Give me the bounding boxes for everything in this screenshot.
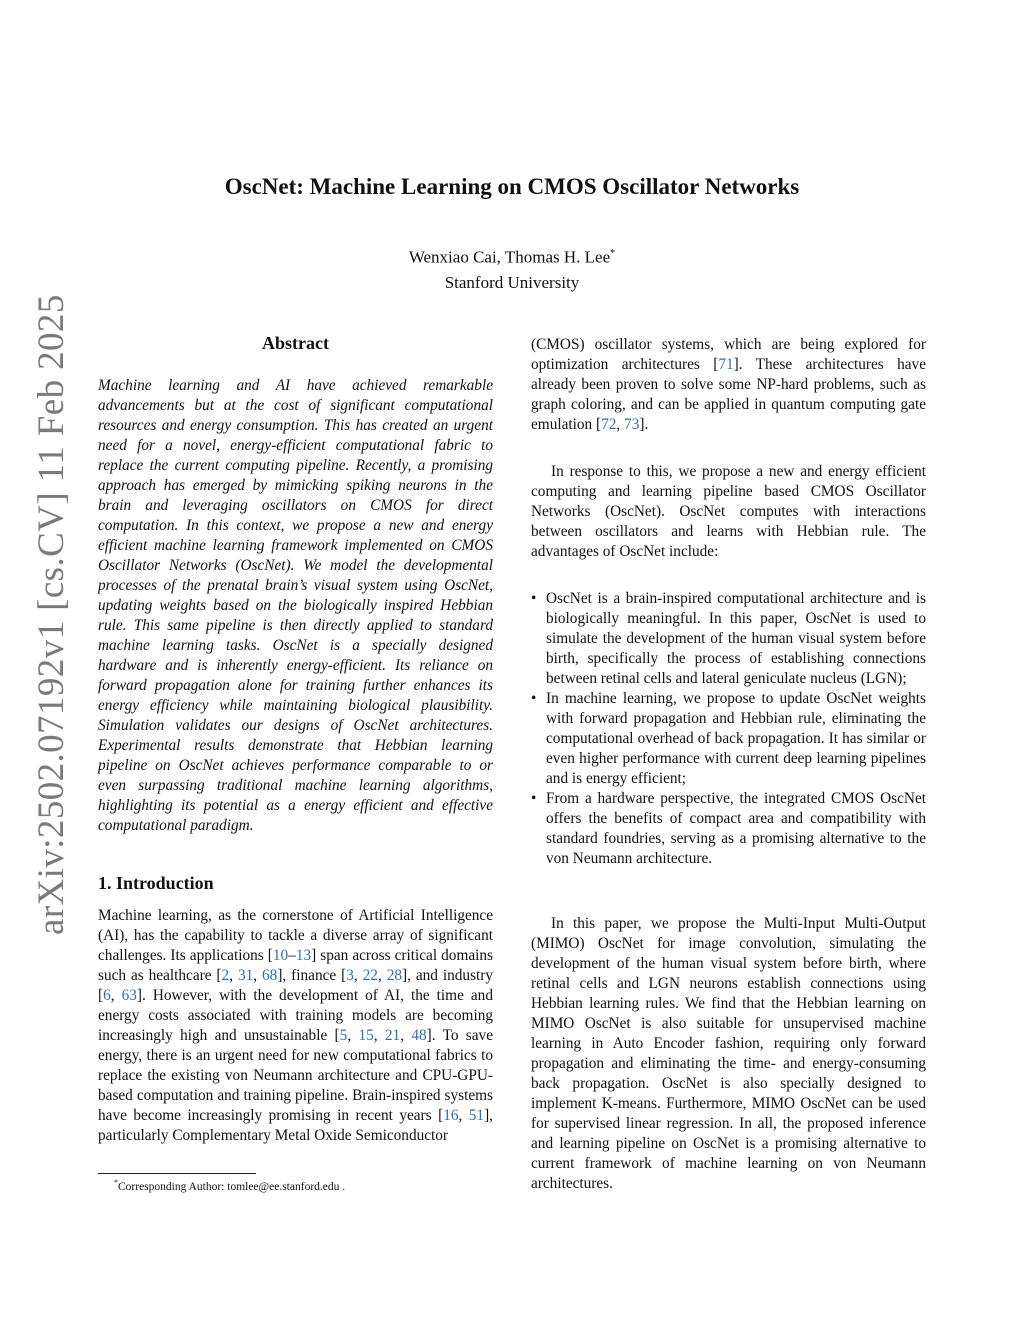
introduction-paragraph: Machine learning, as the cornerstone of Artificial Intelligence (AI), has the capability to tackle a diverse array of significant challenges. Its applications [10–13] span across critical domains such as healthcare [2, 31, 68], finance [3, 22, 28], and industry [6, 63]. However, with the development of AI, the time and energy costs associated with training models are becoming increasingly high and unsustainable [5, 15, 21, 48]. To save energy, there is an urgent need for new computational fabrics to replace the existing von Neumann architecture and CPU-GPU-based computation and training pipeline. Brain-inspired systems have become increasingly promising in recent years [16, 51], particularly Complementary Metal Oxide Semiconductor bbox=[98, 907, 494, 1144]
citation-link[interactable]: 21 bbox=[384, 1027, 401, 1044]
citation-link[interactable]: 3 bbox=[346, 967, 354, 984]
citation-link[interactable]: 71 bbox=[718, 356, 734, 373]
abstract-heading: Abstract bbox=[262, 333, 329, 353]
citation-link[interactable]: 5 bbox=[339, 1027, 348, 1044]
right-paragraph-cmos: (CMOS) oscillator systems, which are being explored for optimization architectures [71]. These architectures have already been proven to solve some NP-hard problems, such as graph coloring, and can be applied in quantum computing gate emulation [72, 73]. bbox=[531, 336, 926, 433]
footnote: *Corresponding Author: tomlee@ee.stanford.edu . bbox=[114, 1178, 346, 1193]
arxiv-identifier: arXiv:2502.07192v1 [cs.CV] 11 Feb 2025 bbox=[31, 294, 72, 935]
citation-link[interactable]: 73 bbox=[624, 416, 640, 433]
corresponding-mark: * bbox=[610, 248, 616, 259]
citation-link[interactable]: 51 bbox=[468, 1107, 485, 1124]
citation-link[interactable]: 72 bbox=[601, 416, 617, 433]
citation-link[interactable]: 31 bbox=[237, 967, 254, 984]
paper-title: OscNet: Machine Learning on CMOS Oscillator Networks bbox=[224, 174, 800, 199]
citation-link[interactable]: 48 bbox=[411, 1027, 427, 1044]
author-block bbox=[0, 241, 1024, 295]
footnote-divider bbox=[98, 1173, 256, 1174]
citation-link[interactable]: 28 bbox=[386, 967, 402, 984]
advantages-list bbox=[531, 589, 926, 869]
citation-link[interactable]: 22 bbox=[362, 967, 378, 984]
author-names: Wenxiao Cai, Thomas H. Lee bbox=[408, 247, 611, 267]
citation-link[interactable]: 6 bbox=[103, 987, 111, 1004]
citation-link[interactable]: 16 bbox=[443, 1107, 459, 1124]
introduction-heading: 1. Introduction bbox=[98, 873, 214, 893]
affiliation: Stanford University bbox=[444, 272, 580, 292]
abstract-text: Machine learning and AI have achieved remarkable advancements but at the cost of significant computational resources and energy consumption. This has created an urgent need for a novel, energy-efficient computational fabric to replace the current computing pipeline. Recently, a promising approach has emerged by mimicking spiking neurons in the brain and leveraging oscillators on CMOS for direct computation. In this context, we propose a new and energy efficient machine learning framework implemented on CMOS Oscillator Networks (OscNet). We model the developmental processes of the prenatal brain’s visual system using OscNet, updating weights based on the biologically inspired Hebbian rule. This same pipeline is then directly applied to standard machine learning tasks. OscNet is a specially designed hardware and is inherently energy-efficient. Its reliance on forward propagation alone for training further enhances its energy efficiency while maintaining biological plausibility. Simulation validates our designs of OscNet architectures. Experimental results demonstrate that Hebbian learning pipeline on OscNet achieves performance comparable to or even surpassing traditional machine learning algorithms, highlighting its potential as a energy efficient and effective computational paradigm. bbox=[98, 377, 493, 834]
citation-link[interactable]: 10 bbox=[272, 947, 289, 964]
citation-link[interactable]: 63 bbox=[121, 987, 137, 1004]
right-paragraph-proposal: In response to this, we propose a new and energy efficient computing and learning pipeline based CMOS Oscillator Networks (OscNet). OscNet computes with interactions between oscillators and learns with Hebbian rule. The advantages of OscNet include: bbox=[531, 463, 926, 560]
list-item: • From a hardware perspective, the integrated CMOS OscNet offers the benefits of compact area and compatibility with standard foundries, serving as a promising alternative to the von Neumann architecture. bbox=[531, 790, 926, 867]
list-item: • In machine learning, we propose to update OscNet weights with forward propagation and Hebbian rule, eliminating the computational overhead of back propagation. It has similar or even higher performance with current deep learning pipelines and is energy efficient; bbox=[531, 690, 926, 787]
right-paragraph-mimo: In this paper, we propose the Multi-Input Multi-Output (MIMO) OscNet for image convolution, simulating the development of the human visual system before birth, where retinal cells and LGN neurons establish connections using Hebbian learning rules. We find that the Hebbian learning on MIMO OscNet is also suitable for unsupervised machine learning in Auto Encoder fashion, requiring only forward propagation and eliminating the time- and energy-consuming back propagation. OscNet is also specially designed to implement K-means. Furthermore, MIMO OscNet can be used for supervised linear regression. In all, the proposed inference and learning pipeline on OscNet is a promising alternative to current framework of machine learning on von Neumann architectures. bbox=[531, 915, 926, 1192]
citation-link[interactable]: 68 bbox=[262, 967, 278, 984]
citation-link[interactable]: 15 bbox=[358, 1027, 374, 1044]
list-item: • OscNet is a brain-inspired computational architecture and is biologically meaningful. In this paper, OscNet is used to simulate the development of the human visual system before birth, specifically the process of establishing connections between retinal cells and lateral geniculate nucleus (LGN); bbox=[531, 590, 926, 687]
citation-link[interactable]: 2 bbox=[221, 967, 230, 984]
citation-link[interactable]: 13 bbox=[295, 947, 312, 964]
